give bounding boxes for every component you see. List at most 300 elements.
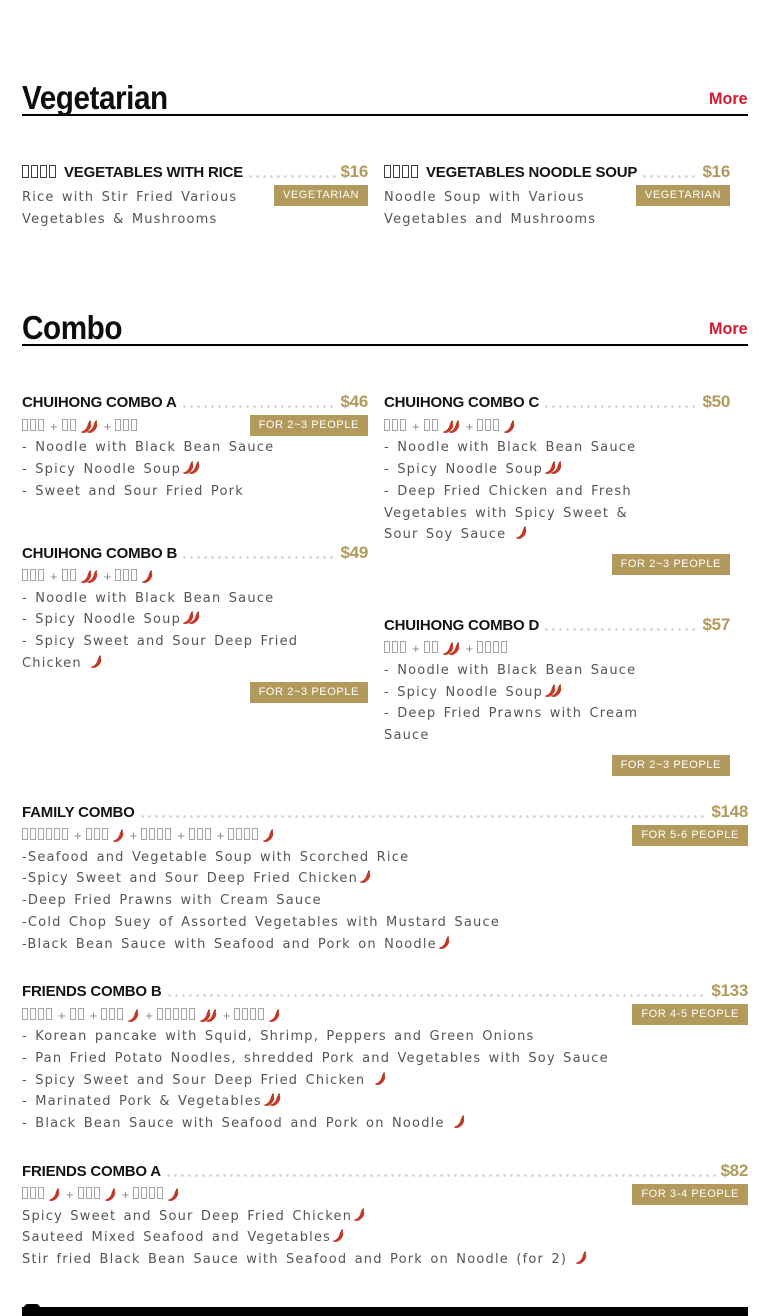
- hangul-placeholder-box: [432, 641, 438, 653]
- item-name: [384, 394, 539, 411]
- description-line: [22, 437, 368, 459]
- hangul-placeholder-box: [402, 165, 409, 178]
- section-header: [22, 306, 748, 346]
- hangul-placeholder-box: [49, 165, 56, 178]
- items-column: [384, 392, 730, 775]
- description-line: [22, 1206, 748, 1228]
- hangul-placeholder-box: [131, 569, 137, 581]
- chili-icon: [204, 1008, 218, 1023]
- chili-icon: [358, 869, 372, 884]
- dotted-leader: [181, 556, 336, 559]
- hangul-placeholder-box: [165, 828, 171, 840]
- dotted-leader: [166, 994, 708, 997]
- chili-icon: [574, 1250, 588, 1265]
- hangul-placeholder-box: [189, 1008, 195, 1020]
- item-name-text: CHUIHONG COMBO B: [22, 544, 178, 562]
- item-title-row: [22, 392, 368, 412]
- chili-icon: [268, 1092, 282, 1107]
- description-line: [22, 934, 748, 956]
- description-line: [384, 503, 730, 525]
- hangul-placeholder-box: [181, 1008, 187, 1020]
- description-text: - Korean pancake with Squid, Shrimp, Peppers and Green Onions: [22, 1029, 535, 1045]
- hangul-placeholder-box: [22, 828, 28, 840]
- item-name: [384, 164, 637, 181]
- hangul-placeholder-box: [102, 828, 108, 840]
- chili-icon-group: [89, 654, 103, 669]
- description-line: [384, 481, 730, 503]
- menu-item[interactable]: [22, 162, 368, 230]
- chili-icon-group: [47, 1187, 61, 1202]
- hangul-placeholder-box: [62, 828, 68, 840]
- chili-icon: [549, 460, 563, 475]
- description-text: -Black Bean Sauce with Seafood and Pork on Noodle: [22, 936, 437, 952]
- hangul-placeholder-box: [384, 165, 391, 178]
- description-line: [22, 912, 748, 934]
- badge-row: [384, 554, 730, 575]
- item-description: [22, 1026, 748, 1135]
- description-line: [22, 847, 748, 869]
- description-line: [22, 1070, 748, 1092]
- item-name-text: FRIENDS COMBO B: [22, 983, 162, 1001]
- description-line: [384, 682, 730, 704]
- hangul-placeholder-box: [400, 419, 406, 431]
- dotted-leader: [165, 1174, 717, 1177]
- hangul-placeholder-box: [384, 641, 390, 653]
- hangul-placeholder-box: [22, 419, 28, 431]
- chili-icon-group: [79, 569, 99, 584]
- hangul-placeholder-boxes: [141, 828, 173, 843]
- chili-icon: [103, 1187, 117, 1202]
- hangul-placeholder-box: [250, 1008, 256, 1020]
- menu-item[interactable]: [22, 1161, 748, 1271]
- chili-icon: [85, 419, 99, 434]
- description-text: - Marinated Pork & Vegetables: [22, 1094, 262, 1110]
- menu-item[interactable]: [384, 162, 730, 230]
- description-line: [384, 725, 730, 747]
- hangul-placeholder-box: [54, 828, 60, 840]
- hangul-placeholder-box: [86, 828, 92, 840]
- item-title-row: [22, 981, 748, 1001]
- subtitle-separator: +: [222, 1007, 231, 1023]
- hangul-placeholder-box: [384, 419, 390, 431]
- dotted-leader: [181, 405, 337, 408]
- hangul-placeholder-box: [432, 419, 438, 431]
- hangul-placeholder-box: [400, 641, 406, 653]
- chili-icon-group: [514, 525, 528, 540]
- hangul-placeholder-box: [31, 165, 38, 178]
- subtitle-separator: +: [103, 569, 112, 585]
- chili-icon: [352, 1207, 366, 1222]
- items-column: [22, 392, 368, 775]
- serving-badge: FOR 5-6 PEOPLE: [632, 825, 748, 846]
- item-description: [22, 588, 368, 675]
- serving-badge: FOR 3-4 PEOPLE: [632, 1184, 748, 1205]
- chili-icon-group: [103, 1187, 117, 1202]
- item-name: [22, 983, 162, 1000]
- description-text: - Noodle with Black Bean Sauce: [22, 440, 275, 456]
- serving-badge: FOR 2~3 PEOPLE: [612, 755, 730, 776]
- description-line: [384, 660, 730, 682]
- item-title-row: [22, 1161, 748, 1181]
- hangul-placeholder-box: [234, 1008, 240, 1020]
- dotted-leader: [543, 628, 698, 631]
- chili-icon-group: [441, 419, 461, 434]
- item-description: [384, 437, 730, 546]
- item-price: $16: [702, 162, 730, 181]
- chili-icon-group: [140, 569, 154, 584]
- hangul-placeholder-box: [242, 1008, 248, 1020]
- description-text: - Spicy Sweet and Sour Deep Fried: [22, 633, 299, 649]
- chili-icon-group: [437, 935, 451, 950]
- hangul-placeholder-box: [62, 419, 68, 431]
- hangul-placeholder-box: [30, 1008, 36, 1020]
- description-line: [384, 209, 730, 231]
- hangul-placeholder-boxes: [86, 828, 110, 843]
- hangul-placeholder-box: [62, 569, 68, 581]
- subtitle-separator: +: [177, 828, 185, 844]
- hangul-placeholder-boxes: [22, 828, 70, 843]
- hangul-placeholder-boxes: [101, 1008, 125, 1023]
- menu-item[interactable]: [384, 615, 730, 776]
- description-line: [384, 703, 730, 725]
- hangul-placeholder-box: [501, 641, 507, 653]
- subtitle-separator: +: [412, 641, 420, 657]
- chili-icon-group: [111, 828, 125, 843]
- items-grid: [22, 392, 748, 775]
- subtitle-separator: +: [412, 418, 420, 434]
- chili-icon: [261, 828, 275, 843]
- hangul-placeholder-box: [38, 569, 44, 581]
- hangul-placeholder-box: [115, 569, 121, 581]
- subtitle-separator: +: [465, 641, 474, 657]
- description-line: [22, 481, 368, 503]
- chili-icon-group: [502, 419, 516, 434]
- dotted-leader: [543, 405, 698, 408]
- hangul-placeholder-box: [141, 828, 147, 840]
- description-line: [22, 631, 368, 653]
- serving-badge: VEGETARIAN: [274, 185, 368, 206]
- item-title-row: [22, 543, 368, 563]
- chili-icon-group: [352, 1207, 366, 1222]
- description-text: - Spicy Noodle Soup: [384, 684, 544, 700]
- item-price: $49: [340, 542, 368, 562]
- hangul-placeholder-box: [70, 1008, 76, 1020]
- badge-row: [22, 682, 368, 703]
- hangul-placeholder-boxes: [62, 419, 78, 434]
- section-title: Vegetarian: [22, 79, 168, 116]
- menu-item[interactable]: [22, 981, 748, 1135]
- chili-icon: [140, 569, 154, 584]
- item-title-row: [384, 615, 730, 635]
- dotted-leader: [247, 175, 336, 178]
- description-line: [384, 524, 730, 546]
- hangul-placeholder-box: [392, 419, 398, 431]
- hangul-placeholder-box: [424, 641, 430, 653]
- description-text: Sour Soy Sauce: [384, 527, 514, 543]
- hangul-placeholder-box: [38, 828, 44, 840]
- menu-item[interactable]: [384, 392, 730, 575]
- chili-icon: [447, 419, 461, 434]
- subtitle-separator: +: [74, 828, 82, 844]
- description-line: [22, 1026, 748, 1048]
- item-name: [22, 545, 177, 562]
- chili-icon-group: [262, 1092, 282, 1107]
- hangul-placeholder-box: [70, 569, 76, 581]
- hangul-placeholder-box: [123, 569, 129, 581]
- item-korean-subtitle: [22, 568, 368, 586]
- chili-icon: [166, 1187, 180, 1202]
- hangul-placeholder-box: [244, 828, 250, 840]
- description-text: -Cold Chop Suey of Assorted Vegetables with Mustard Sauce: [22, 914, 501, 930]
- chili-icon-group: [358, 869, 372, 884]
- description-text: - Sweet and Sour Fried Pork: [22, 483, 244, 499]
- chili-icon-group: [79, 419, 99, 434]
- description-text: Vegetables & Mushrooms: [22, 211, 218, 227]
- chili-icon: [549, 683, 563, 698]
- hangul-placeholder-boxes: [189, 828, 213, 843]
- hangul-placeholder-box: [101, 1008, 107, 1020]
- hangul-placeholder-boxes: [62, 569, 78, 584]
- item-description: [22, 1206, 748, 1271]
- item-price: $57: [702, 614, 730, 634]
- chili-icon-group: [373, 1071, 387, 1086]
- item-price: $50: [702, 392, 730, 412]
- subtitle-separator: +: [66, 1187, 74, 1203]
- hangul-placeholder-box: [189, 828, 195, 840]
- chili-icon: [502, 419, 516, 434]
- item-name-text: FAMILY COMBO: [22, 803, 135, 821]
- chili-icon: [452, 1114, 466, 1129]
- item-korean-subtitle: [384, 640, 730, 658]
- chili-icon: [514, 525, 528, 540]
- chili-icon-group: [441, 641, 461, 656]
- hangul-placeholder-box: [22, 165, 29, 178]
- hangul-placeholder-boxes: [115, 419, 139, 434]
- description-line: [22, 653, 368, 675]
- item-name-text: CHUIHONG COMBO D: [384, 616, 540, 634]
- chili-icon-group: [452, 1114, 466, 1129]
- hangul-placeholder-box: [38, 419, 44, 431]
- item-name-text: VEGETABLES NOODLE SOUP: [426, 164, 638, 181]
- chili-icon-group: [261, 828, 275, 843]
- description-text: Rice with Stir Fried Various: [22, 190, 238, 205]
- chili-icon: [437, 935, 451, 950]
- hangul-placeholder-box: [38, 1008, 44, 1020]
- description-text: Noodle Soup with Various: [384, 190, 585, 205]
- hangul-placeholder-box: [236, 828, 242, 840]
- hangul-placeholder-boxes: [22, 569, 46, 584]
- section-header: [22, 76, 748, 116]
- hangul-placeholder-boxes: [384, 641, 408, 656]
- items-grid: [22, 162, 748, 230]
- description-line: [384, 459, 730, 481]
- description-text: Chicken: [22, 655, 90, 671]
- description-text: - Spicy Noodle Soup: [22, 612, 182, 628]
- chili-icon: [447, 641, 461, 656]
- hangul-placeholder-box: [46, 828, 52, 840]
- description-text: - Spicy Sweet and Sour Deep Fried Chicken: [22, 1072, 373, 1088]
- description-line: [384, 437, 730, 459]
- hangul-placeholder-boxes: [22, 1008, 54, 1023]
- hangul-placeholder-box: [131, 419, 137, 431]
- hangul-placeholder-boxes: [133, 1187, 165, 1202]
- hangul-placeholder-box: [123, 419, 129, 431]
- hangul-placeholder-box: [109, 1008, 115, 1020]
- description-text: - Deep Fried Prawns with Cream: [384, 706, 639, 722]
- hangul-placeholder-boxes: [384, 164, 420, 181]
- hangul-placeholder-box: [411, 165, 418, 178]
- description-text: - Spicy Noodle Soup: [384, 462, 544, 478]
- item-name-text: CHUIHONG COMBO A: [22, 394, 177, 412]
- item-title-row: [384, 162, 730, 182]
- chili-icon: [331, 1228, 345, 1243]
- item-price: $133: [711, 981, 748, 1001]
- chili-icon: [126, 1008, 140, 1023]
- hangul-placeholder-boxes: [22, 419, 46, 434]
- description-line: [22, 1113, 748, 1135]
- item-description: [384, 660, 730, 747]
- description-text: Spicy Sweet and Sour Deep Fried Chicken: [22, 1208, 353, 1224]
- dotted-leader: [139, 815, 708, 818]
- hangul-placeholder-box: [78, 1008, 84, 1020]
- hangul-placeholder-boxes: [234, 1008, 266, 1023]
- description-text: Vegetables with Spicy Sweet &: [384, 505, 628, 521]
- description-line: [22, 209, 368, 231]
- hangul-placeholder-box: [22, 569, 28, 581]
- description-line: [22, 1091, 748, 1113]
- items-column: [384, 162, 730, 230]
- description-text: -Deep Fried Prawns with Cream Sauce: [22, 893, 322, 909]
- description-text: - Pan Fried Potato Noodles, shredded Pork and Vegetables with Soy Sauce: [22, 1050, 609, 1066]
- chili-icon-group: [126, 1008, 140, 1023]
- hangul-placeholder-box: [228, 828, 234, 840]
- description-line: [22, 1249, 748, 1271]
- description-text: Stir fried Black Bean Sauce with Seafood and Pork on Noodle (for 2): [22, 1252, 575, 1268]
- more-link[interactable]: More: [709, 319, 748, 339]
- hangul-placeholder-box: [392, 641, 398, 653]
- menu-item[interactable]: [22, 392, 368, 502]
- chili-icon: [267, 1008, 281, 1023]
- hangul-placeholder-box: [70, 419, 76, 431]
- description-text: - Noodle with Black Bean Sauce: [384, 440, 637, 456]
- subtitle-separator: +: [465, 418, 474, 434]
- item-price: $82: [720, 1160, 748, 1180]
- section-vegetarian: [22, 76, 748, 230]
- subtitle-separator: +: [103, 418, 112, 434]
- chili-icon: [111, 828, 125, 843]
- hangul-placeholder-box: [424, 419, 430, 431]
- hangul-placeholder-box: [157, 1187, 163, 1199]
- subtitle-separator: +: [216, 828, 225, 844]
- hangul-placeholder-box: [86, 1187, 92, 1199]
- description-text: - Noodle with Black Bean Sauce: [384, 662, 637, 678]
- chili-icon-group: [267, 1008, 281, 1023]
- chili-icon-group: [331, 1228, 345, 1243]
- section-title: Combo: [22, 309, 123, 347]
- description-line: [22, 609, 368, 631]
- hangul-placeholder-box: [205, 828, 211, 840]
- chili-icon: [187, 610, 201, 625]
- hangul-placeholder-box: [30, 569, 36, 581]
- subtitle-separator: +: [58, 1007, 66, 1023]
- hangul-placeholder-boxes: [22, 1187, 46, 1202]
- hangul-placeholder-box: [165, 1008, 171, 1020]
- hangul-placeholder-boxes: [477, 641, 509, 656]
- chili-icon: [373, 1071, 387, 1086]
- hangul-placeholder-box: [115, 419, 121, 431]
- hangul-placeholder-box: [94, 1187, 100, 1199]
- chili-icon-group: [543, 460, 563, 475]
- description-text: - Spicy Noodle Soup: [22, 462, 182, 478]
- hangul-placeholder-box: [38, 1187, 44, 1199]
- hangul-placeholder-boxes: [78, 1187, 102, 1202]
- item-name: [22, 394, 177, 411]
- item-name-text: FRIENDS COMBO A: [22, 1162, 161, 1180]
- hangul-placeholder-box: [117, 1008, 123, 1020]
- item-description: [22, 437, 368, 502]
- hangul-placeholder-box: [493, 641, 499, 653]
- hangul-placeholder-box: [40, 165, 47, 178]
- subtitle-separator: +: [129, 828, 138, 844]
- hangul-placeholder-box: [197, 828, 203, 840]
- chili-icon: [85, 569, 99, 584]
- hangul-placeholder-box: [30, 419, 36, 431]
- serving-badge: FOR 2~3 PEOPLE: [250, 415, 368, 436]
- hangul-placeholder-box: [149, 828, 155, 840]
- hangul-placeholder-box: [477, 641, 483, 653]
- item-name-text: VEGETABLES WITH RICE: [64, 164, 244, 181]
- chili-icon-group: [166, 1187, 180, 1202]
- description-line: [22, 1048, 748, 1070]
- description-line: [22, 459, 368, 481]
- item-title-row: [384, 392, 730, 412]
- chili-icon-group: [181, 610, 201, 625]
- items-column: [22, 162, 368, 230]
- item-name: [22, 1163, 161, 1180]
- subtitle-separator: +: [145, 1007, 153, 1023]
- hangul-placeholder-boxes: [22, 164, 58, 181]
- description-text: - Noodle with Black Bean Sauce: [22, 590, 275, 606]
- menu-item[interactable]: [22, 543, 368, 704]
- badge-row: [384, 755, 730, 776]
- item-name: [22, 804, 135, 821]
- more-link[interactable]: More: [709, 89, 748, 108]
- hangul-placeholder-box: [258, 1008, 264, 1020]
- hangul-placeholder-box: [485, 641, 491, 653]
- chili-icon-group: [198, 1008, 218, 1023]
- hangul-placeholder-boxes: [477, 419, 501, 434]
- menu-item[interactable]: [22, 802, 748, 956]
- hangul-placeholder-box: [157, 828, 163, 840]
- description-text: -Spicy Sweet and Sour Deep Fried Chicken: [22, 871, 359, 887]
- hangul-placeholder-boxes: [424, 641, 440, 656]
- item-title-row: [22, 802, 748, 822]
- hangul-placeholder-box: [493, 419, 499, 431]
- serving-badge: FOR 4-5 PEOPLE: [632, 1004, 748, 1025]
- description-line: [22, 1227, 748, 1249]
- chili-icon-group: [574, 1250, 588, 1265]
- hangul-placeholder-boxes: [70, 1008, 86, 1023]
- chili-icon: [47, 1187, 61, 1202]
- hangul-placeholder-box: [30, 1187, 36, 1199]
- serving-badge: FOR 2~3 PEOPLE: [612, 554, 730, 575]
- hangul-placeholder-box: [46, 1008, 52, 1020]
- item-korean-subtitle: [384, 417, 730, 435]
- hangul-placeholder-box: [477, 419, 483, 431]
- item-title-row: [22, 162, 368, 182]
- subtitle-separator: +: [89, 1007, 98, 1023]
- description-text: - Black Bean Sauce with Seafood and Pork on Noodle: [22, 1116, 452, 1132]
